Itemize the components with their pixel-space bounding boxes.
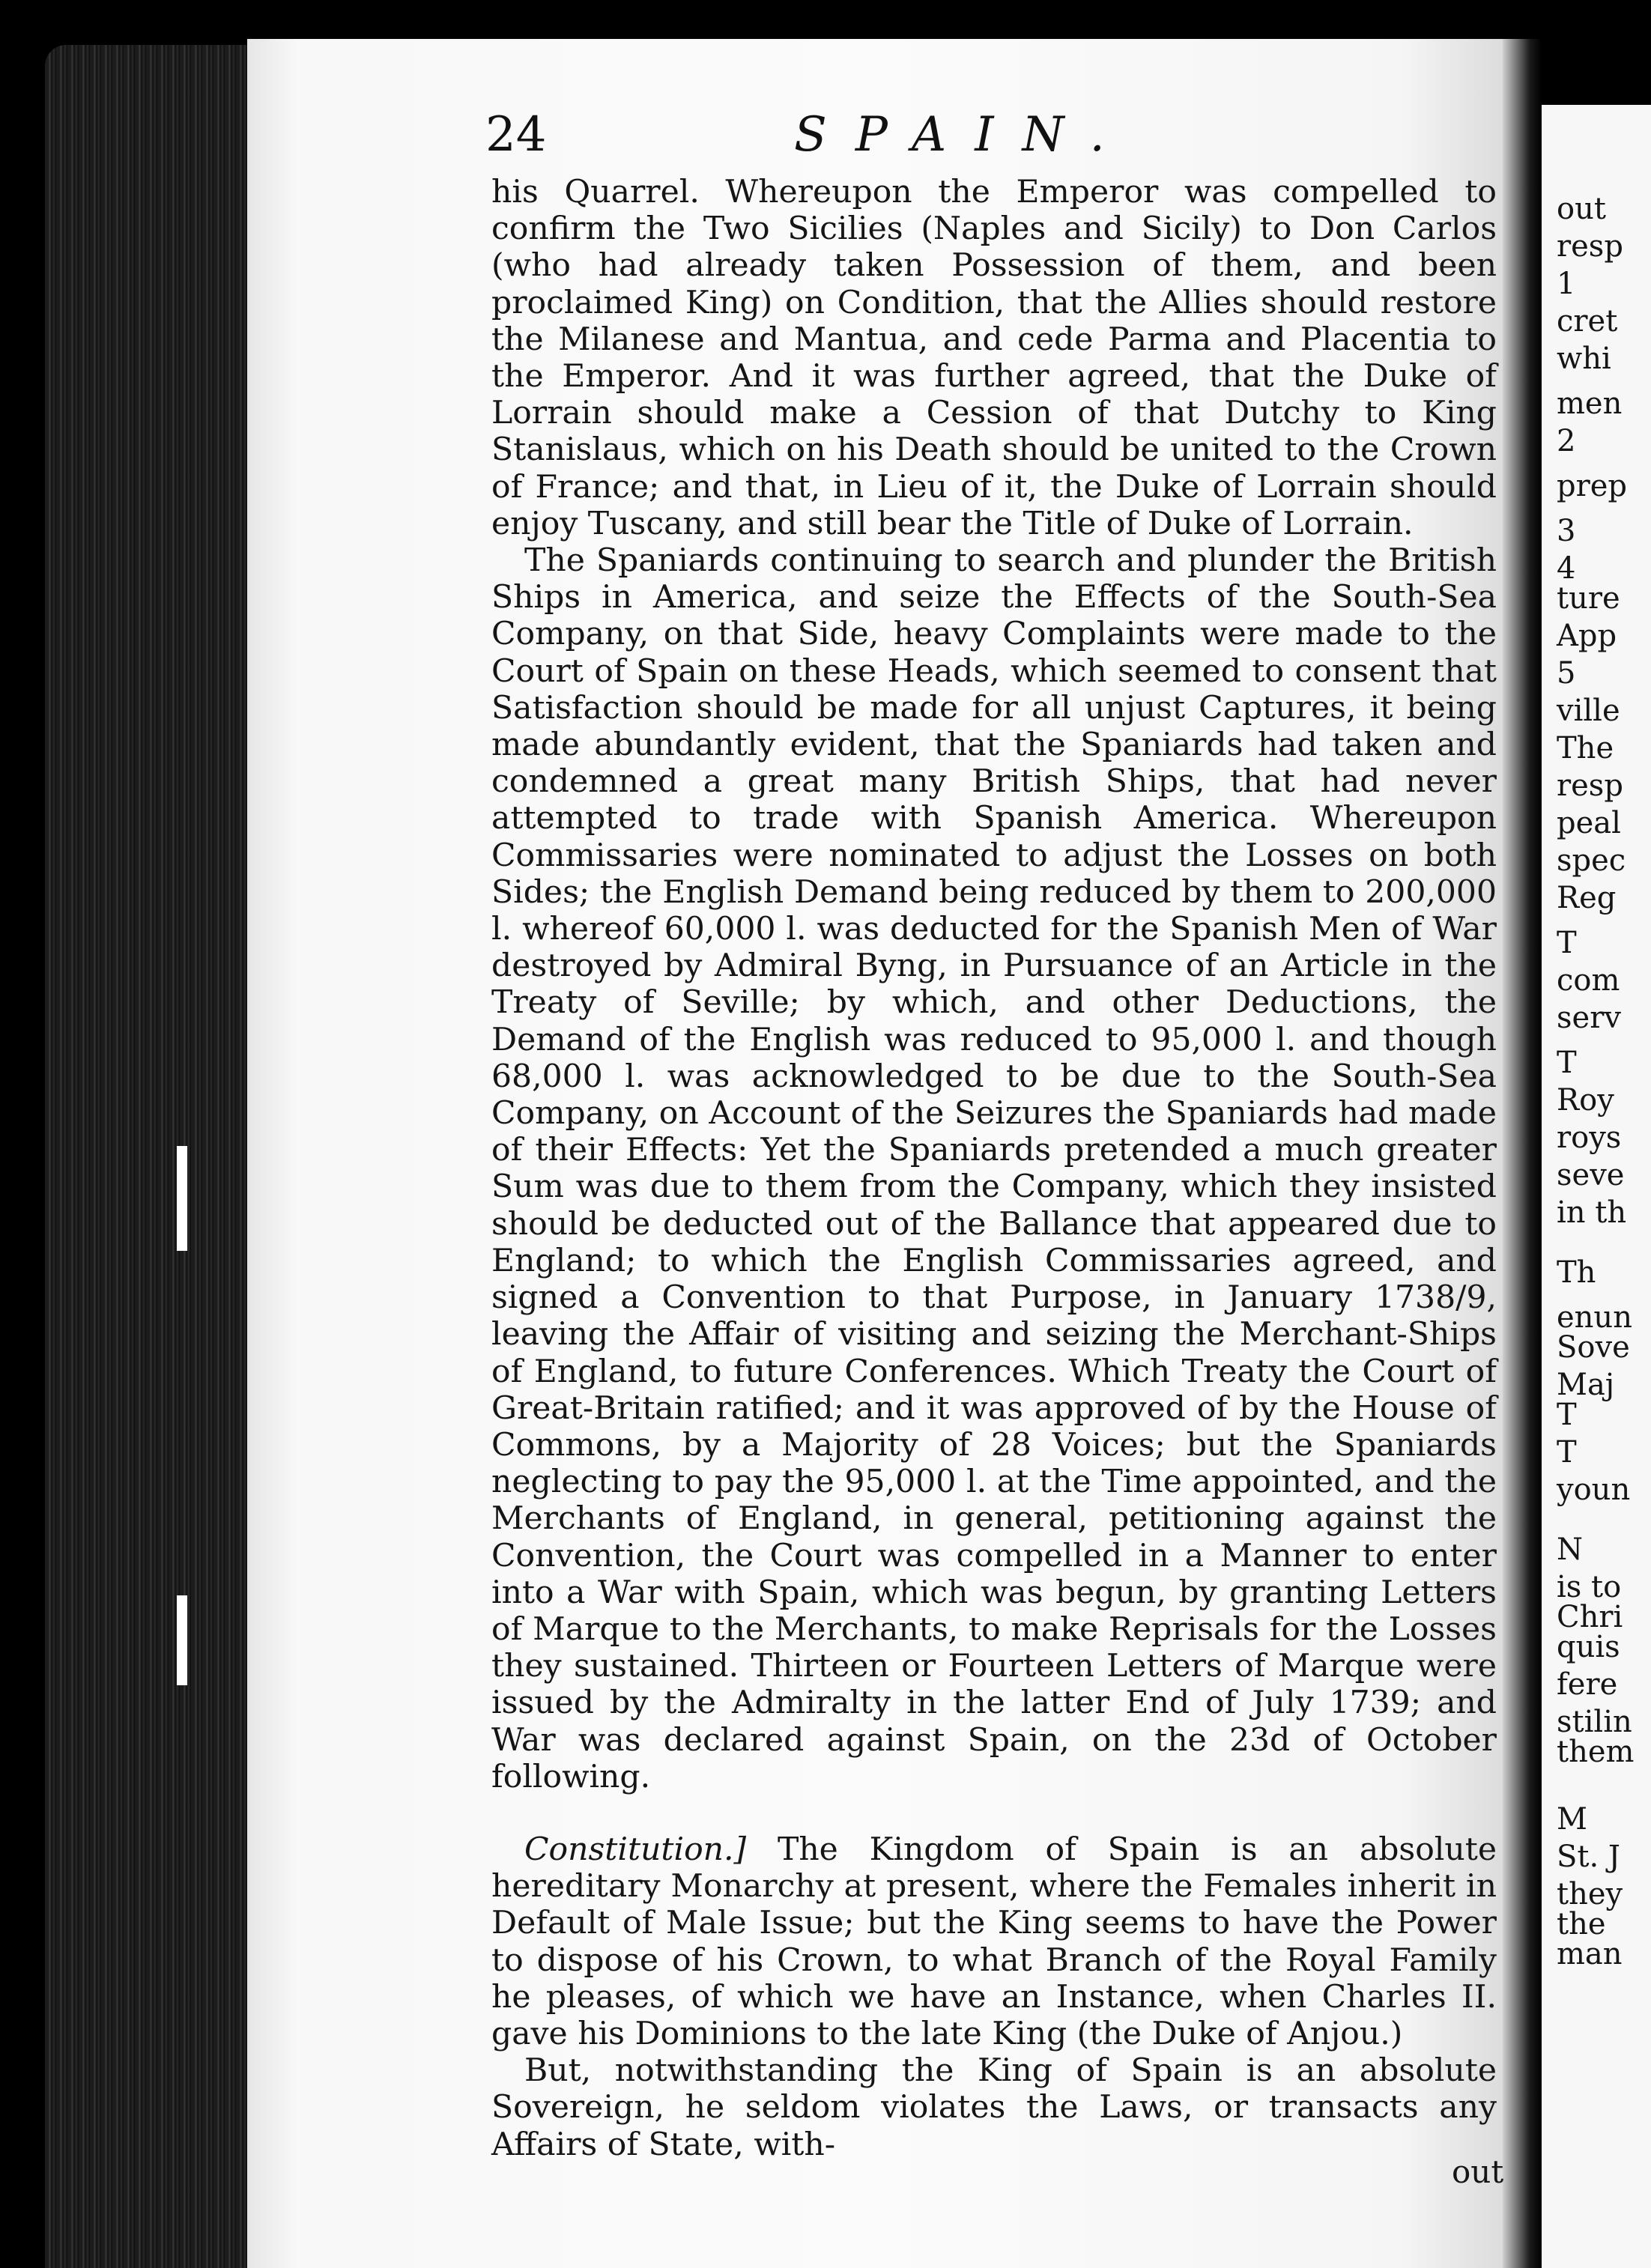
running-title: SPAIN.: [794, 107, 1133, 163]
facing-page-fragment: men: [1557, 386, 1623, 421]
facing-page-fragment: M: [1557, 1802, 1587, 1837]
book-gutter: [1503, 39, 1542, 2268]
facing-page-fragment: enun: [1557, 1300, 1632, 1335]
catchword: out: [1452, 2153, 1504, 2190]
facing-page-fragment: 4: [1557, 551, 1576, 586]
facing-page-fragment: youn: [1557, 1473, 1631, 1507]
facing-page-fragment: cret: [1557, 304, 1618, 339]
facing-page-fragment: T: [1557, 1046, 1577, 1080]
paragraph: The Spaniards continuing to search and plunder the British Ships in America, and seize the Effects of the South-Sea Company, on that Side, heavy Complaints were made to the Court of Spain on these Heads, which seemed to consent that Satisfaction should be made for all unjust Captures, it being made abundantly evident, that the Spaniards had taken and condemned a great many British Ships, that had never attempted to trade with Spanish America. Whereupon Commissaries were nominated to adjust the Losses on both Sides; the English Demand being reduced by them to 200,000 l. whereof 60,000 l. was deducted for the Spanish Men of War destroyed by Admiral Byng, in Pursuance of an Article in the Treaty of Seville; by which, and other Deductions, the Demand of the English was reduced to 95,000 l. and though 68,000 l. was acknowledged to be due to the South-Sea Company, on Account of the Seizures the Spaniards had made of their Effects: Yet the Spaniards pretended a much greater Sum was due to them from the Company, which they insisted should be deducted out of the Ballance that appeared due to England; to which the English Commissaries agreed, and signed a Convention to that Purpose, in January 1738/9, leaving the Affair of visiting and seizing the Merchant-Ships of England, to future Conferences. Which Treaty the Court of Great-Britain ratified; and it was approved of by the House of Commons, by a Majority of 28 Voices; but the Spaniards neglecting to pay the 95,000 l. at the Time appointed, and the Merchants of England, in general, petitioning against the Convention, the Court was compelled in a Manner to enter into a War with Spain, which was begun, by granting Letters of Marque to the Merchants, to make Reprisals for the Losses they sustained. Thirteen or Fourteen Letters of Marque were issued by the Admiralty in the latter End of July 1739; and War was declared against Spain, on the 23d of October following.: [491, 542, 1497, 1795]
facing-page-fragment: seve: [1557, 1158, 1625, 1192]
facing-page-fragment: 5: [1557, 656, 1576, 691]
facing-page-fragment: Reg: [1557, 881, 1617, 915]
facing-page-fragment: spec: [1557, 843, 1626, 878]
facing-page-fragment: resp: [1557, 768, 1623, 803]
book-page-edges: [45, 45, 247, 2268]
body-text: [491, 174, 1497, 2163]
facing-page-fragment: quis: [1557, 1630, 1620, 1664]
facing-page-fragment: out: [1557, 192, 1606, 226]
paragraph-text: The Kingdom of Spain is an absolute hereditary Monarchy at present, where the Females inherit in Default of Male Issue; but the King seems to have the Power to dispose of his Crown, to what Branch of the Royal Family he pleases, of which we have an Instance, when Charles II. gave his Dominions to the late King (the Duke of Anjou.): [491, 1831, 1497, 2052]
facing-page-fragment: ture: [1557, 581, 1620, 616]
facing-page-fragment: com: [1557, 963, 1620, 998]
facing-page-fragment: is to: [1557, 1570, 1622, 1604]
page-edge-highlight: [177, 1595, 187, 1685]
facing-page-fragment: ville: [1557, 694, 1620, 728]
paragraph: But, notwithstanding the King of Spain is an absolute Sovereign, he seldom violates the Laws, or transacts any Affairs of State, with-: [491, 2052, 1497, 2163]
facing-page-fragment: prep: [1557, 469, 1628, 503]
facing-page-fragment: Roy: [1557, 1083, 1614, 1118]
facing-page-fragment: Sove: [1557, 1330, 1630, 1365]
side-heading: Constitution.]: [524, 1831, 747, 1868]
facing-page-fragment: stilin: [1557, 1705, 1632, 1739]
facing-page-fragment: the: [1557, 1907, 1606, 1941]
facing-page-fragment: T: [1557, 926, 1577, 960]
facing-page-fragment: St. J: [1557, 1840, 1620, 1874]
facing-page-fragment: in th: [1557, 1195, 1627, 1230]
facing-page-fragment: Maj: [1557, 1368, 1615, 1402]
facing-page-fragment: 1: [1557, 267, 1576, 301]
facing-page-fragment: roys: [1557, 1121, 1622, 1155]
facing-page-fragment: The: [1557, 731, 1614, 765]
facing-page-fragment: 3: [1557, 514, 1576, 548]
paragraph: [491, 1831, 1497, 2052]
page-edge-highlight: [177, 1146, 187, 1251]
facing-page-fragment: 2: [1557, 424, 1576, 458]
facing-page-fragment: T: [1557, 1435, 1577, 1470]
facing-page-fragment: them: [1557, 1735, 1635, 1769]
facing-page-fragment: Chri: [1557, 1600, 1623, 1634]
facing-page-fragment: App: [1557, 619, 1617, 653]
paragraph: his Quarrel. Whereupon the Emperor was compelled to confirm the Two Sicilies (Naples and Sicily) to Don Carlos (who had already taken Possession of them, and been proclaimed King) on Condition, that the Allies should restore the Milanese and Mantua, and cede Parma and Placentia to the Emperor. And it was further agreed, that the Duke of Lorrain should make a Cession of that Dutchy to King Stanislaus, which on his Death should be united to the Crown of France; and that, in Lieu of it, the Duke of Lorrain should enjoy Tuscany, and still bear the Title of Duke of Lorrain.: [491, 174, 1497, 542]
facing-page-fragment: they: [1557, 1877, 1623, 1911]
facing-page-fragment: serv: [1557, 1001, 1621, 1035]
facing-page-fragment: T: [1557, 1398, 1577, 1432]
page-number: 24: [485, 107, 547, 163]
facing-page-fragment: Th: [1557, 1255, 1596, 1290]
facing-page-fragment: peal: [1557, 806, 1621, 840]
facing-page-fragment: fere: [1557, 1667, 1618, 1702]
facing-page-fragment: whi: [1557, 342, 1611, 376]
facing-page-fragment: man: [1557, 1937, 1623, 1971]
facing-page-fragment: N: [1557, 1532, 1583, 1567]
facing-page-fragment: resp: [1557, 229, 1623, 264]
